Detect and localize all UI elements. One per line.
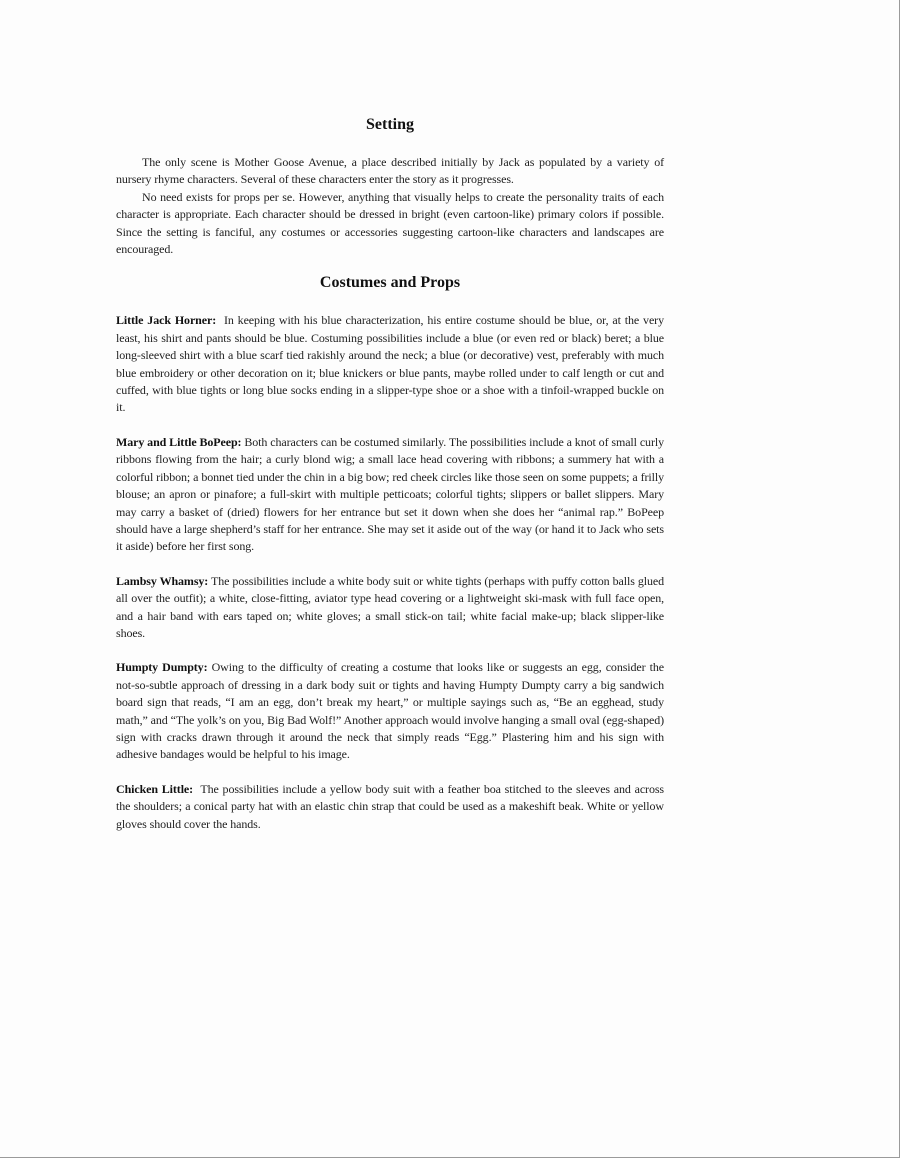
page-content bbox=[116, 116, 664, 850]
character-name: Chicken Little: bbox=[116, 781, 194, 796]
costume-entry bbox=[116, 781, 664, 833]
costume-entry bbox=[116, 659, 664, 763]
setting-paragraph: No need exists for props per se. However, anything that visually helps to create the personality traits of each character is appropriate. Each character should be dressed in bright (even cartoon-like) primary colors if possible. Since the setting is fanciful, any costumes or accessories suggesting cartoon-like characters and landscapes are encouraged. bbox=[116, 189, 664, 257]
character-name: Little Jack Horner: bbox=[116, 313, 217, 328]
costume-entries bbox=[116, 312, 664, 833]
costume-description: Owing to the difficulty of creating a costume that looks like or suggests an egg, consider the not-so-subtle approach of dressing in a dark body suit or tights and having Humpty Dumpty carry a big sandwich board sign that reads, “I am an egg, don’t break my heart,” or multiple sayings such as, “Be an egghead, study math,” and “The yolk’s on you, Big Bad Wolf!” Another approach would involve hanging a small oval (egg-shaped) sign with cracks drawn through it around the neck that simply reads “Egg.” Plastering him and his sign with adhesive bandages would be helpful to his image. bbox=[116, 660, 665, 762]
costumes-heading: Costumes and Props bbox=[319, 274, 461, 292]
costume-entry bbox=[116, 573, 664, 643]
costume-description: The possibilities include a yellow body suit with a feather boa stitched to the sleeves and across the shoulders; a conical party hat with an elastic chin strap that could be used as a makeshift beak. White or yellow gloves should cover the hands. bbox=[116, 781, 664, 831]
costume-entry bbox=[116, 434, 664, 556]
setting-body bbox=[116, 154, 664, 258]
character-name: Mary and Little BoPeep: bbox=[116, 434, 242, 449]
setting-paragraph: The only scene is Mother Goose Avenue, a place described initially by Jack as populated by a variety of nursery rhyme characters. Several of these characters enter the story as it progresses. bbox=[116, 155, 664, 187]
character-name: Humpty Dumpty: bbox=[116, 660, 208, 675]
costume-description: In keeping with his blue characterization, his entire costume should be blue, or, at the very least, his shirt and pants should be blue. Costuming possibilities include a blue (or even red or black) beret; a blue long-sleeved shirt with a blue scarf tied rakishly around the neck; a blue (or decorative) vest, preferably with much blue embroidery or other decoration on it; blue knickers or blue pants, maybe rolled under to calf length or cut and cuffed, with blue tights or long blue socks ending in a slipper-type shoe or a shoe with a tinfoil-wrapped buckle on it. bbox=[116, 313, 664, 415]
costume-description: Both characters can be costumed similarly. The possibilities include a knot of small curly ribbons flowing from the hair; a curly blond wig; a small lace head covering with ribbons; a summery hat with a colorful ribbon; a bonnet tied under the chin in a big bow; red cheek circles like those seen on some puppets; a frilly blouse; an apron or pinafore; a full-skirt with multiple petticoats; colorful tights; slippers or ballet slippers. Mary may carry a basket of (dried) flowers for her entrance but set it down when she does her “animal rap.” BoPeep should have a large shepherd’s staff for her entrance. She may set it aside out of the way (or hand it to Jack who sets it aside) before her first song. bbox=[116, 434, 664, 554]
setting-heading: Setting bbox=[366, 116, 414, 133]
costume-description: The possibilities include a white body suit or white tights (perhaps with puffy cotton balls glued all over the outfit); a white, close-fitting, aviator type head covering or a lightweight ski-mask with full face open, and a hair band with ears taped on; white gloves; a small stick-on tail; white facial make-up; black slipper-like shoes. bbox=[116, 573, 664, 640]
character-name: Lambsy Whamsy: bbox=[116, 573, 209, 588]
costume-entry bbox=[116, 312, 664, 416]
